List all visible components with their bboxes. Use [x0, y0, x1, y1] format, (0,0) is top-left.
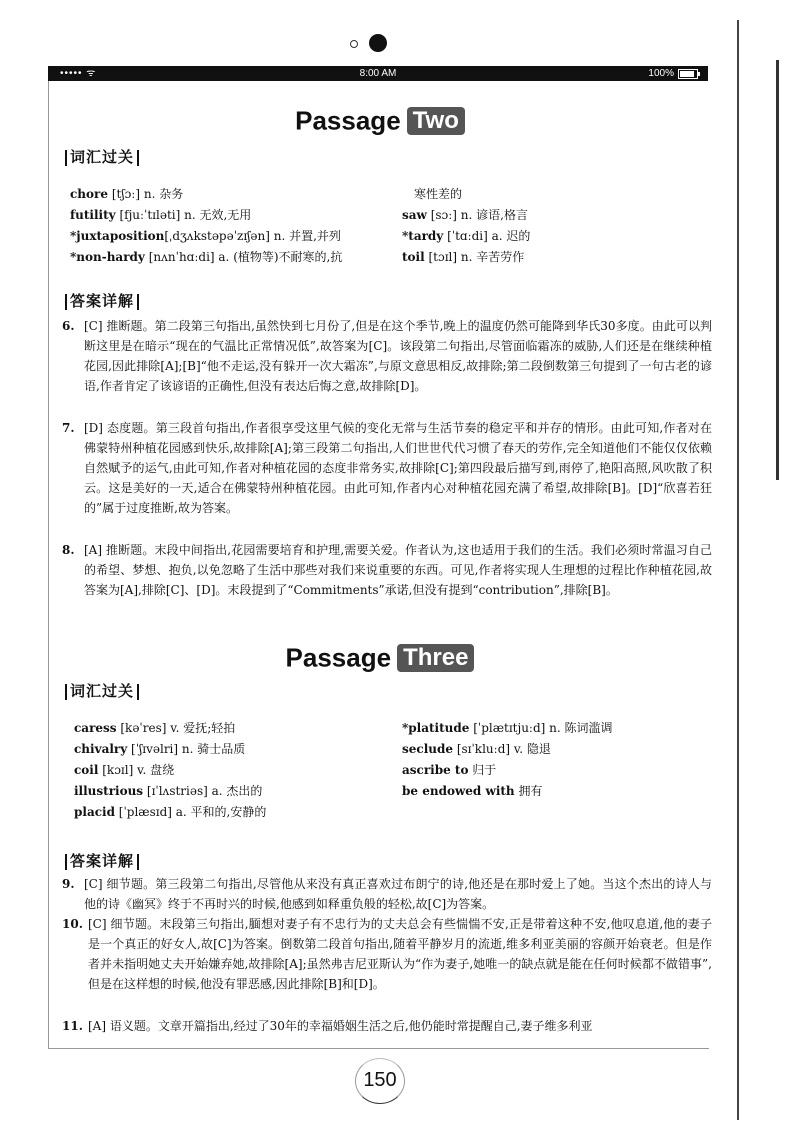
sensor-icon — [350, 40, 358, 48]
passage-three-title — [0, 641, 760, 674]
vocab-item: toil [tɔɪl] n. 辛苦劳作 — [402, 250, 525, 264]
answer-number: 10. — [62, 917, 83, 931]
answers-heading: 答案详解 — [62, 290, 142, 311]
answers-heading: 答案详解 — [62, 850, 142, 871]
vocab-item: saw [sɔː] n. 谚语,格言 — [402, 208, 528, 222]
answer-text: [C] 细节题。末段第三句指出,腼想对妻子有不忠行为的丈夫总会有些惴惴不安,正是带着这种不安,他叹息道,他的妻子是一个真正的好女人,故[C]为答案。倒数第二段首句指出,随着平静岁月的流逝,维多利亚美丽的容颜开始衰老。但是作者并未指明她丈夫开始嫌弃她,故排除[A];虽然弗吉尼亚斯认为“作为妻子,她唯一的缺点就是能在任何时候都不做错事”,但是在这样想的时候,他没有罪恶感,因此排除[B]和[D]。 — [88, 917, 712, 991]
camera-icon — [369, 34, 387, 52]
vocab-item: *platitude [ˈplætɪtjuːd] n. 陈词滥调 — [402, 721, 613, 735]
answer-text: [C] 推断题。第二段第三句指出,虽然快到七月份了,但是在这个季节,晚上的温度仍然可能降到华氏30多度。由此可以判断这里是在暗示“现在的气温比正常情况低”,故答案为[C]。该段第二句指出,尽管面临霜冻的威胁,人们还是在继续种植花园,因此排除[A];[B]“他不走运,没有躲开一次大霜冻”,与原文意思相反,故排除;第二段倒数第三句提到了一句古老的谚语,作者肯定了该谚语的正确性,但没有表达后悔之意,故排除[D]。 — [84, 319, 712, 393]
vocab-heading: 词汇过关 — [62, 680, 142, 701]
vocab-item: illustrious [ɪˈlʌstriəs] a. 杰出的 — [74, 784, 263, 798]
vocab-item: *tardy [ˈtɑːdi] a. 迟的 — [402, 229, 531, 243]
page-edge-line — [737, 20, 739, 1120]
page-number: 150 — [350, 1058, 410, 1104]
vocab-heading: 词汇过关 — [62, 146, 142, 167]
answer-number: 7. — [62, 421, 75, 435]
signal-indicator: ••••• ᯤ — [60, 68, 97, 79]
status-bar — [48, 66, 708, 81]
battery-icon — [678, 69, 698, 79]
answer-number: 8. — [62, 543, 75, 557]
scrollbar[interactable] — [776, 60, 779, 480]
vocab-item: caress [kəˈres] v. 爱抚;轻拍 — [74, 721, 236, 735]
passage-number-badge: Three — [397, 644, 474, 672]
vocab-item: coil [kɔɪl] v. 盘绕 — [74, 763, 175, 777]
answer-number: 6. — [62, 319, 75, 333]
vocab-item: be endowed with 拥有 — [402, 784, 543, 798]
answer-number: 11. — [62, 1019, 83, 1033]
answer-item — [62, 540, 712, 600]
vocab-item: seclude [sɪˈkluːd] v. 隐退 — [402, 742, 551, 756]
answer-item — [62, 914, 712, 994]
status-time: 8:00 AM — [359, 68, 397, 79]
vocab-list-left — [74, 718, 266, 823]
vocab-item: ascribe to 归于 — [402, 763, 497, 777]
vocab-item: futility [fjuːˈtɪləti] n. 无效,无用 — [70, 208, 252, 222]
answer-text: [A] 语义题。文章开篇指出,经过了30年的幸福婚姻生活之后,他仍能时常提醒自己,妻子维多利亚 — [88, 1019, 593, 1033]
vocab-list-right — [402, 184, 530, 268]
answer-text: [D] 态度题。第三段首句指出,作者很享受这里气候的变化无常与生活节奏的稳定平和并存的情形。由此可知,作者对在佛蒙特州种植花园感到快乐,故排除[A];第三段第二句指出,人们世世代代习惯了春天的劳作,完全知道他们不能仅仅依赖自然赋予的运气,由此可知,作者对种植花园的态度非常务实,故排除[C];第四段最后描写到,雨停了,艳阳高照,风吹散了积云。这是美好的一天,适合在佛蒙特州种植花园。由此可知,作者内心对种植花园充满了希望,故排除[B]。[D]“欣喜若狂的”属于过度推断,故为答案。 — [84, 421, 712, 515]
battery-percent: 100% — [648, 68, 674, 79]
vocab-item: chore [tʃɔː] n. 杂务 — [70, 187, 184, 201]
passage-two-title — [0, 104, 760, 137]
passage-label: Passage — [295, 105, 401, 136]
answer-number: 9. — [62, 877, 75, 891]
vocab-item: chivalry [ˈʃɪvəlri] n. 骑士品质 — [74, 742, 246, 756]
answer-item — [62, 418, 712, 518]
answer-text: [A] 推断题。末段中间指出,花园需要培育和护理,需要关爱。作者认为,这也适用于我们的生活。我们必须时常温习自己的希望、梦想、抱负,以免忽略了生活中那些对我们来说重要的东西。可见,作者将实现人生理想的过程比作种植花园,故答案为[A],排除[C]、[D]。末段提到了“Commitments”承诺,但没有提到“contribution”,排除[B]。 — [84, 543, 712, 597]
vocab-item: *juxtaposition[ˌdʒʌkstəpəˈzɪʃən] n. 并置,并列 — [70, 229, 341, 243]
vocab-list-right — [402, 718, 613, 802]
vocab-item: 寒性差的 — [414, 187, 463, 201]
vocab-item: *non-hardy [nʌnˈhɑːdi] a. (植物等)不耐寒的,抗 — [70, 250, 343, 264]
vocab-item: placid [ˈplæsɪd] a. 平和的,安静的 — [74, 805, 267, 819]
passage-label: Passage — [285, 642, 392, 673]
vocab-list-left — [70, 184, 342, 268]
answer-text: [C] 细节题。第三段第二句指出,尽管他从来没有真正喜欢过布朗宁的诗,他还是在那时爱上了她。当这个杰出的诗人与他的诗《幽冥》终于不再时兴的时候,他感到如释重负般的轻松,故[C]为答案。 — [84, 877, 712, 911]
answer-item — [62, 1016, 712, 1036]
answer-item — [62, 316, 712, 396]
answer-item — [62, 874, 712, 914]
passage-number-badge: Two — [407, 107, 465, 135]
